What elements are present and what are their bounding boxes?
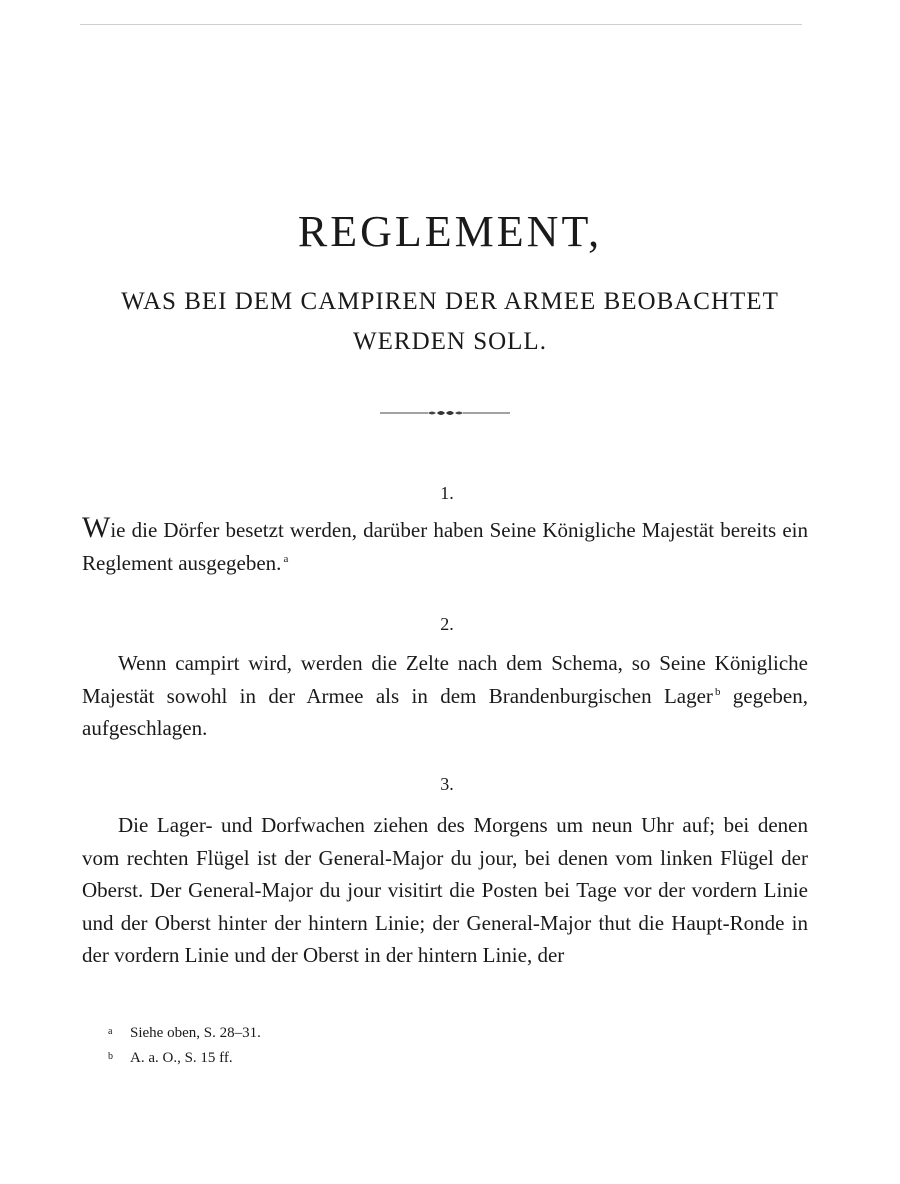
footnote-text-a: Siehe oben, S. 28–31. (130, 1025, 261, 1041)
ornament-divider-icon (380, 404, 510, 422)
footnote-b (108, 1045, 608, 1070)
subtitle-line-1: WAS BEI DEM CAMPIREN DER ARMEE BEOBACHTET (121, 288, 779, 315)
footnote-ref-a: a (283, 552, 289, 565)
subtitle-line-2: WERDEN SOLL. (353, 328, 547, 355)
footnote-a (108, 1020, 608, 1045)
page-subtitle (70, 282, 830, 362)
dropcap-letter: W (82, 511, 111, 544)
top-rule (80, 24, 802, 25)
section-2-text-part-2: gegeben, aufgeschlagen. (82, 683, 808, 740)
section-2-text-part-1: Wenn campirt wird, werden die Zelte nach dem Schema, so Seine Königliche Majestät sowohl in der Armee als in dem Brandenburgischen Lager (82, 651, 808, 708)
footnote-text-b: A. a. O., S. 15 ff. (130, 1050, 233, 1066)
section-number-3: 3. (440, 774, 454, 794)
section-1-text: ie die Dörfer besetzt werden, darüber haben Seine Königliche Majestät bereits ein Reglement ausgegeben. (82, 518, 808, 575)
footnotes (108, 1020, 608, 1070)
footnote-marker-b: b (108, 1051, 113, 1062)
section-number-2: 2. (440, 614, 454, 634)
section-number-1: 1. (440, 483, 454, 503)
section-3-paragraph: Die Lager- und Dorfwachen ziehen des Morgens um neun Uhr auf; bei denen vom rechten Flügel ist der General-Major du jour, bei denen vom linken Flügel der Oberst. Der General-Major du jour visitirt die Posten bei Tage vor der vordern Linie und der Oberst hinter der hintern Linie; der General-Major thut die Haupt-Ronde in der vordern Linie und der Oberst in der hintern Linie, der (82, 813, 808, 967)
footnote-marker-a: a (108, 1026, 113, 1037)
footnote-ref-b: b (714, 685, 721, 698)
section-1-paragraph (82, 511, 808, 579)
section-2-paragraph (82, 647, 808, 745)
page-title: REGLEMENT, (297, 207, 603, 256)
